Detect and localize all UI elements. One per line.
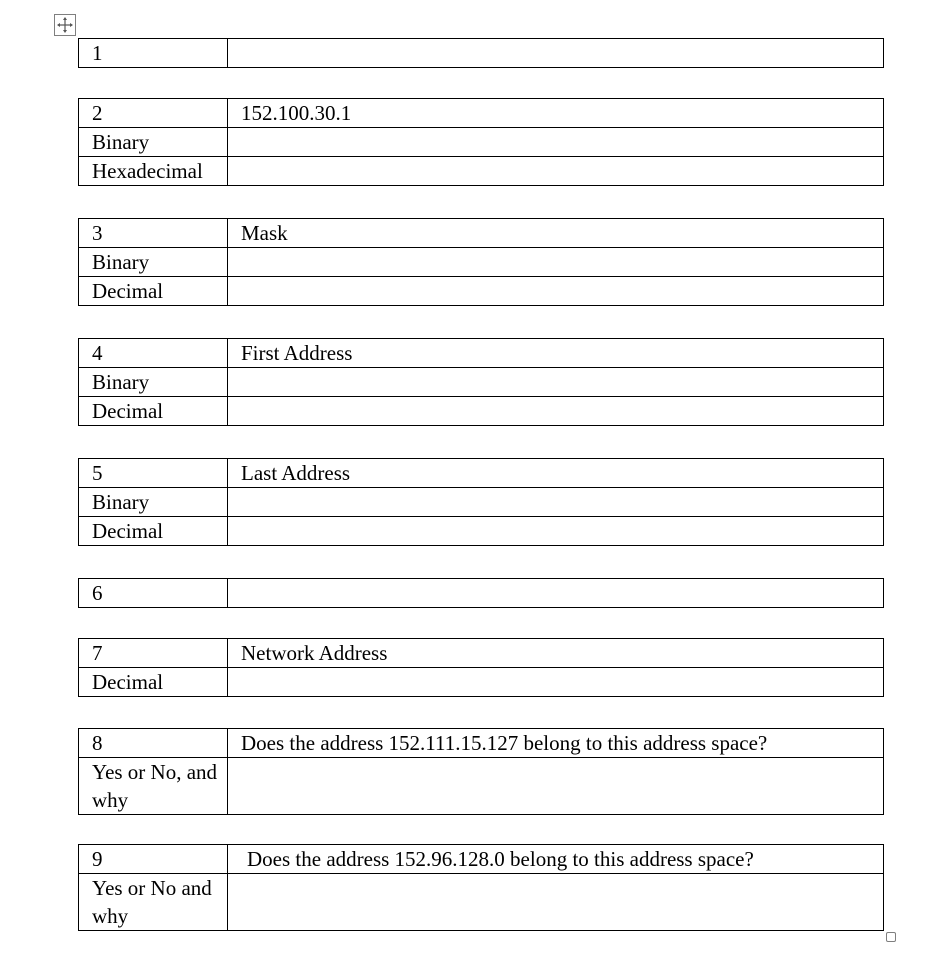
row-label[interactable]: Decimal: [79, 277, 228, 306]
answer-cell[interactable]: [228, 517, 884, 546]
table-row: [79, 639, 884, 668]
row-heading[interactable]: Mask: [228, 219, 884, 248]
table-row: [79, 758, 884, 815]
row-label[interactable]: Hexadecimal: [79, 157, 228, 186]
answer-cell[interactable]: [228, 157, 884, 186]
table-row: [79, 874, 884, 931]
answer-cell[interactable]: [228, 397, 884, 426]
answer-cell[interactable]: [228, 277, 884, 306]
table-row: [79, 397, 884, 426]
table-row: [79, 729, 884, 758]
table-row: [79, 517, 884, 546]
table-row: [79, 99, 884, 128]
row-heading[interactable]: Network Address: [228, 639, 884, 668]
row-label[interactable]: Yes or No and why: [79, 874, 228, 931]
question-table-9: [78, 844, 884, 931]
answer-cell[interactable]: [228, 368, 884, 397]
row-heading[interactable]: Does the address 152.111.15.127 belong to this address space?: [228, 729, 884, 758]
question-table-5: [78, 458, 884, 546]
answer-cell[interactable]: [228, 488, 884, 517]
answer-cell[interactable]: [228, 874, 884, 931]
question-table-2: [78, 98, 884, 186]
row-label[interactable]: 3: [79, 219, 228, 248]
question-table-3: [78, 218, 884, 306]
row-label[interactable]: Binary: [79, 248, 228, 277]
table-row: [79, 339, 884, 368]
answer-cell[interactable]: [228, 248, 884, 277]
table-row: [79, 368, 884, 397]
table-row: [79, 219, 884, 248]
table-row: [79, 579, 884, 608]
row-label[interactable]: Decimal: [79, 517, 228, 546]
table-row: [79, 277, 884, 306]
row-label[interactable]: 9: [79, 845, 228, 874]
row-label[interactable]: Decimal: [79, 397, 228, 426]
row-heading[interactable]: First Address: [228, 339, 884, 368]
table-row: [79, 128, 884, 157]
table-row: [79, 157, 884, 186]
answer-cell[interactable]: [228, 668, 884, 697]
answer-cell[interactable]: [228, 758, 884, 815]
row-label[interactable]: 8: [79, 729, 228, 758]
question-table-8: [78, 728, 884, 815]
row-heading[interactable]: Does the address 152.96.128.0 belong to this address space?: [228, 845, 884, 874]
table-row: [79, 668, 884, 697]
table-row: [79, 845, 884, 874]
table-row: [79, 459, 884, 488]
question-table-4: [78, 338, 884, 426]
table-move-handle[interactable]: [54, 14, 76, 36]
row-heading[interactable]: 152.100.30.1: [228, 99, 884, 128]
row-label[interactable]: Binary: [79, 488, 228, 517]
row-label[interactable]: 1: [79, 39, 228, 68]
row-label[interactable]: 6: [79, 579, 228, 608]
table-row: [79, 39, 884, 68]
question-table-7: [78, 638, 884, 697]
row-label[interactable]: 5: [79, 459, 228, 488]
row-label[interactable]: Binary: [79, 128, 228, 157]
move-arrows-icon: [55, 15, 75, 35]
question-table-6: [78, 578, 884, 608]
table-row: [79, 248, 884, 277]
row-heading[interactable]: Last Address: [228, 459, 884, 488]
row-label[interactable]: 2: [79, 99, 228, 128]
row-label[interactable]: Decimal: [79, 668, 228, 697]
answer-cell[interactable]: [228, 579, 884, 608]
table-row: [79, 488, 884, 517]
question-table-1: [78, 38, 884, 68]
table-resize-handle[interactable]: [886, 932, 896, 942]
row-label[interactable]: Binary: [79, 368, 228, 397]
row-label[interactable]: Yes or No, and why: [79, 758, 228, 815]
answer-cell[interactable]: [228, 128, 884, 157]
row-label[interactable]: 7: [79, 639, 228, 668]
row-label[interactable]: 4: [79, 339, 228, 368]
answer-cell[interactable]: [228, 39, 884, 68]
